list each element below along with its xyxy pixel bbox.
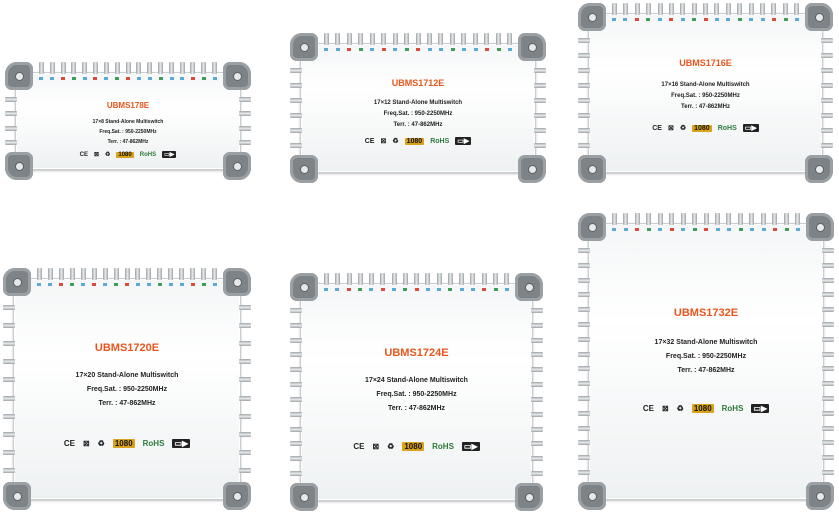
input-ports xyxy=(612,3,799,17)
freq-sat-label: Freq.Sat. : 950-2250MHz xyxy=(86,386,168,393)
input-ports xyxy=(37,268,217,282)
ce-icon: CE xyxy=(652,124,662,132)
hd-1080-icon: 1080 xyxy=(693,404,712,413)
description-label: 17×12 Stand-Alone Multiswitch xyxy=(373,100,463,106)
ce-icon: CE xyxy=(353,442,365,451)
terr-label: Terr. : 47-862MHz xyxy=(681,104,730,110)
description-label: 17×8 Stand-Alone Multiswitch xyxy=(92,119,164,125)
hd-1080-icon: 1080 xyxy=(404,442,423,451)
rohs-icon: RoHS xyxy=(142,439,165,448)
recycle-icon: ♻ xyxy=(392,138,399,145)
recycle-icon: ♻ xyxy=(679,125,687,132)
certification-logos xyxy=(3,439,251,448)
certification-logos xyxy=(290,137,546,145)
ce-icon: CE xyxy=(63,439,75,448)
terr-label: Terr. : 47-862MHz xyxy=(98,400,156,407)
certification-logos xyxy=(290,442,543,451)
model-label: UBMS1724E xyxy=(384,347,449,359)
multiswitch-ubms178e xyxy=(5,62,251,180)
multiswitch-ubms1724e xyxy=(290,273,543,511)
recycle-icon: ♻ xyxy=(676,404,684,413)
multiswitch-ubms1716e xyxy=(578,3,833,183)
package-icon: ▭▶ xyxy=(164,152,175,158)
rohs-icon: RoHS xyxy=(430,137,450,145)
model-label: UBMS1720E xyxy=(94,342,160,354)
description-label: 17×32 Stand-Alone Multiswitch xyxy=(654,339,758,346)
terr-label: Terr. : 47-862MHz xyxy=(677,367,735,374)
certification-logos xyxy=(5,151,251,158)
certification-logos xyxy=(578,124,833,132)
rohs-icon: RoHS xyxy=(139,151,157,158)
model-label: UBMS1716E xyxy=(679,58,732,68)
weee-icon: ⊠ xyxy=(93,152,99,158)
weee-icon: ⊠ xyxy=(661,404,669,413)
weee-icon: ⊠ xyxy=(82,439,90,448)
model-label: UBMS178E xyxy=(106,101,150,110)
description-label: 17×16 Stand-Alone Multiswitch xyxy=(661,82,750,88)
description-label: 17×24 Stand-Alone Multiswitch xyxy=(365,377,468,384)
terr-label: Terr. : 47-862MHz xyxy=(107,139,149,145)
recycle-icon: ♻ xyxy=(97,439,105,448)
input-ports xyxy=(39,62,217,76)
freq-sat-label: Freq.Sat. : 950-2250MHz xyxy=(383,111,453,117)
ce-icon: CE xyxy=(642,404,654,413)
terr-label: Terr. : 47-862MHz xyxy=(393,122,443,128)
multiswitch-ubms1732e xyxy=(578,213,834,510)
ce-icon: CE xyxy=(364,137,375,145)
model-label: UBMS1732E xyxy=(673,307,739,319)
recycle-icon: ♻ xyxy=(104,152,111,158)
weee-icon: ⊠ xyxy=(667,125,674,132)
rohs-icon: RoHS xyxy=(721,404,744,413)
model-label: UBMS1712E xyxy=(391,78,445,88)
certification-logos xyxy=(578,404,834,413)
package-icon: ▭▶ xyxy=(744,125,757,132)
input-ports xyxy=(324,273,509,287)
package-icon: ▭▶ xyxy=(463,442,478,451)
hd-1080-icon: 1080 xyxy=(118,151,132,158)
freq-sat-label: Freq.Sat. : 950-2250MHz xyxy=(665,353,747,360)
package-icon: ▭▶ xyxy=(753,404,768,413)
multiswitch-ubms1712e xyxy=(290,33,546,183)
description-label: 17×20 Stand-Alone Multiswitch xyxy=(75,372,179,379)
terr-label: Terr. : 47-862MHz xyxy=(387,405,446,412)
weee-icon: ⊠ xyxy=(372,442,380,451)
hd-1080-icon: 1080 xyxy=(406,137,423,145)
freq-sat-label: Freq.Sat. : 950-2250MHz xyxy=(99,129,157,135)
package-icon: ▭▶ xyxy=(457,138,470,145)
input-ports xyxy=(324,33,512,47)
freq-sat-label: Freq.Sat. : 950-2250MHz xyxy=(376,391,457,398)
input-ports xyxy=(612,213,800,227)
hd-1080-icon: 1080 xyxy=(694,124,710,132)
rohs-icon: RoHS xyxy=(717,124,737,132)
weee-icon: ⊠ xyxy=(380,138,387,145)
recycle-icon: ♻ xyxy=(387,442,395,451)
rohs-icon: RoHS xyxy=(432,442,454,451)
multiswitch-ubms1720e xyxy=(3,268,251,510)
ce-icon: CE xyxy=(79,151,88,158)
package-icon: ▭▶ xyxy=(174,439,189,448)
hd-1080-icon: 1080 xyxy=(114,439,133,448)
freq-sat-label: Freq.Sat. : 950-2250MHz xyxy=(671,93,740,99)
